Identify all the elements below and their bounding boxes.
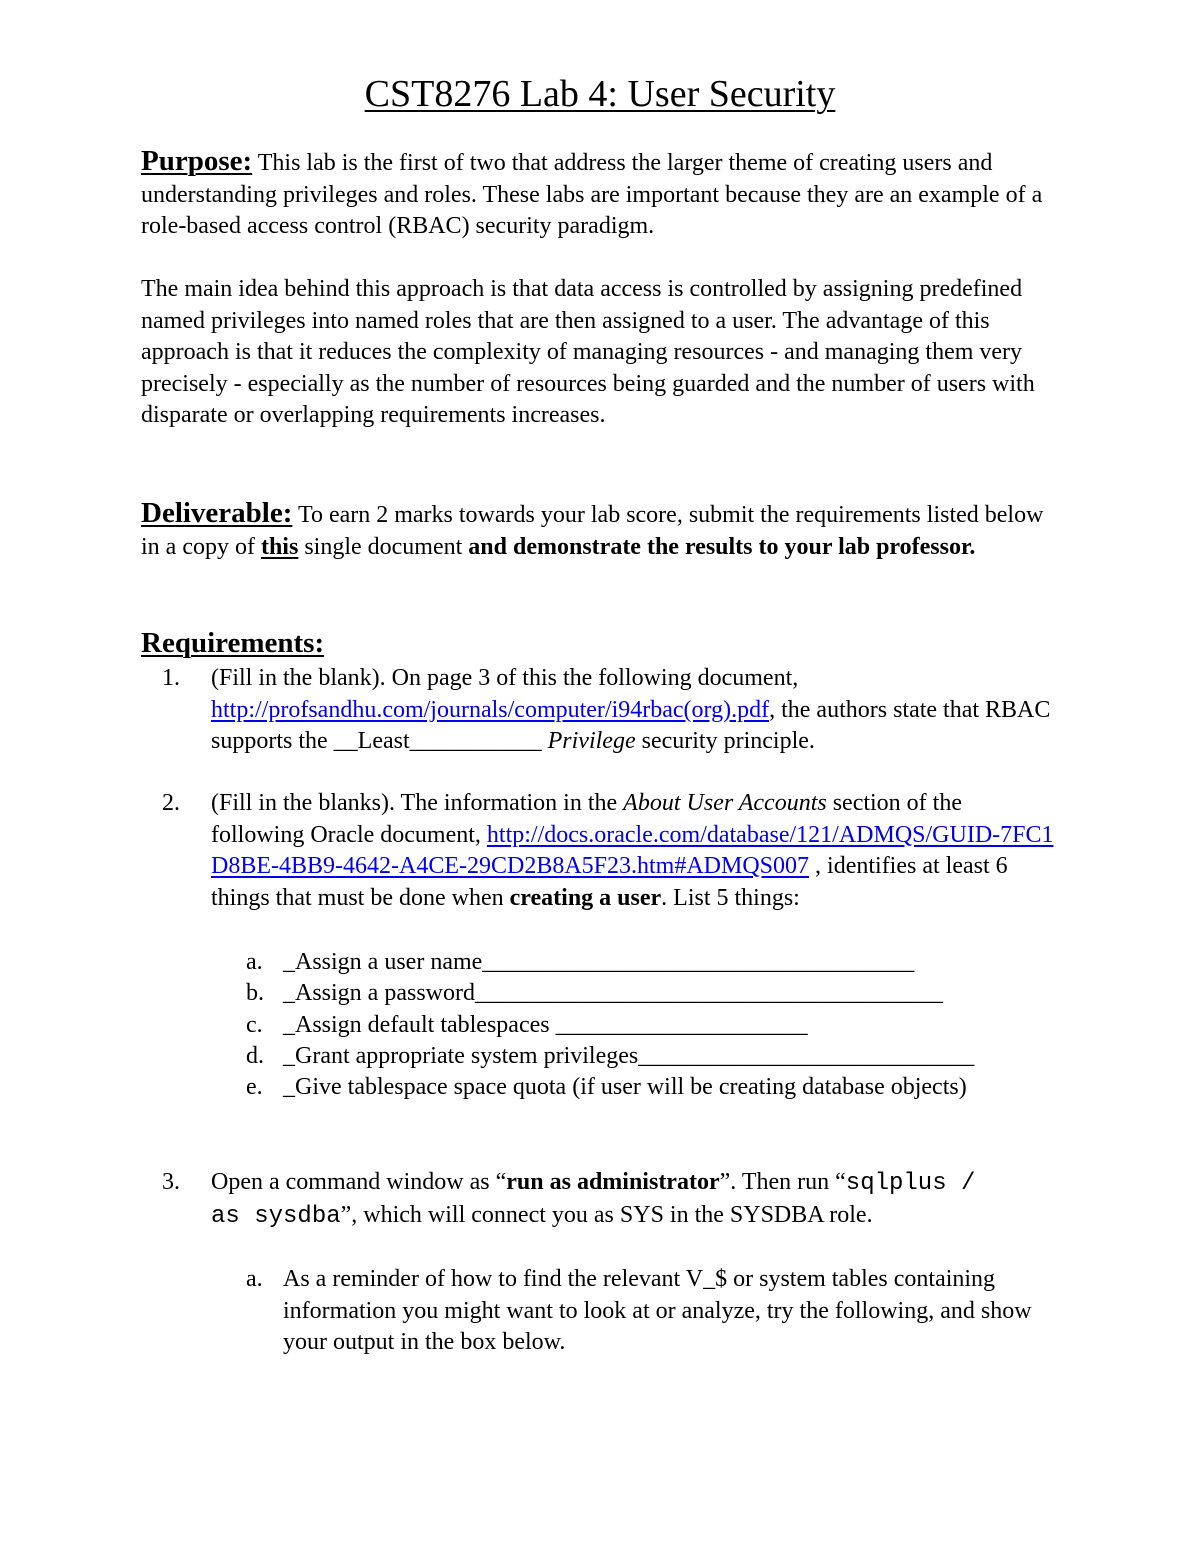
item-1-text-a: (Fill in the blank). On page 3 of this the following document, [211,665,799,691]
item-3-text-b: ”. Then run “ [719,1169,846,1195]
item-2-text-a: (Fill in the blanks). The information in the [211,790,624,816]
subitem-label: a. [246,1266,263,1292]
subitem-label: e. [246,1074,263,1100]
subitem-text: _Assign a user name____________________________________ [283,949,915,975]
main-idea-paragraph: The main idea behind this approach is that data access is controlled by assigning predefined named privileges into named roles that are then assigned to a user. The advantage of this approach is that it reduces the complexity of managing resources - and managing them very precisely - especially as the number of resources being guarded and the number of users with disparate or overlapping requirements increases. [141,276,1035,428]
requirements-heading-block [141,628,1061,662]
item-2-italic: About User Accounts [623,790,827,816]
purpose-text: This lab is the first of two that address the larger theme of creating users and understanding privileges and roles. These labs are important because they are an example of a role-based access control (RBAC) security paradigm. [141,150,1043,239]
item-2-number [162,788,180,820]
item-3-text-c: ”, which will connect you as SYS in the SYSDBA role. [340,1201,873,1228]
item-1-text-c: security principle. [635,728,815,754]
item-1-text-b: , the authors state that RBAC supports the __Least___________ [211,696,1051,754]
item-1-number [162,663,180,695]
subitem-text: _Give tablespace space quota (if user will be creating database objects) [283,1074,967,1100]
requirements-heading: Requirements: [141,627,325,659]
item-3-number [162,1167,180,1199]
requirement-item-3 [211,1167,1011,1232]
deliverable-text-1: To earn 2 marks towards your lab score, submit the requirements listed below in a copy of [141,502,1044,560]
item-3-bold: run as administrator [506,1169,720,1195]
rbac-paper-link[interactable]: http://profsandhu.com/journals/computer/i94rbac(org).pdf [211,696,770,723]
item-2-text-b: section of the following Oracle document, [211,790,962,848]
deliverable-bold-text: and demonstrate the results to your lab professor. [468,533,976,560]
subitem-label: c. [246,1012,263,1038]
requirement-item-1 [211,663,1061,758]
subitem-label: d. [246,1043,264,1069]
sqlplus-command: sqlplus / as sysdba [211,1170,976,1230]
subitem-text: _Grant appropriate system privileges____________________________ [283,1043,975,1069]
this-emphasis: this [260,533,299,560]
subitem-text: As a reminder of how to find the relevant V_$ or system tables containing information you might want to look at or analyze, try the following, and show your output in the box below. [283,1266,1032,1355]
purpose-heading: Purpose: [141,145,253,177]
item-2-number-text: 2. [162,790,180,816]
deliverable-heading: Deliverable: [141,497,293,529]
item-2-bold: creating a user [509,884,662,911]
deliverable-paragraph [141,498,1061,563]
oracle-doc-link[interactable]: http://docs.oracle.com/database/121/ADMQS/GUID-7FC1D8BE-4BB9-4642-A4CE-29CD2B8A5F23.htm#ADMQS007 [211,821,1054,879]
page-title: CST8276 Lab 4: User Security [364,73,836,115]
item-3-number-text: 3. [162,1169,180,1195]
purpose-paragraph [141,146,1061,243]
subitem-label: a. [246,949,263,975]
subitem-text: _Assign default tablespaces _____________________ [283,1012,808,1038]
deliverable-text-2: single document [298,533,469,560]
requirement-item-2 [211,788,1061,914]
subitem-text: _Assign a password_______________________________________ [283,980,943,1006]
item-2-text-c: , identifies at least 6 things that must be done when [211,853,1008,911]
subitem-label: b. [246,980,264,1006]
item-1-number-text: 1. [162,665,180,691]
item-3-text-a: Open a command window as “ [211,1169,507,1195]
item-1-italic: Privilege [547,728,636,754]
item-2-text-d: . List 5 things: [661,884,800,911]
